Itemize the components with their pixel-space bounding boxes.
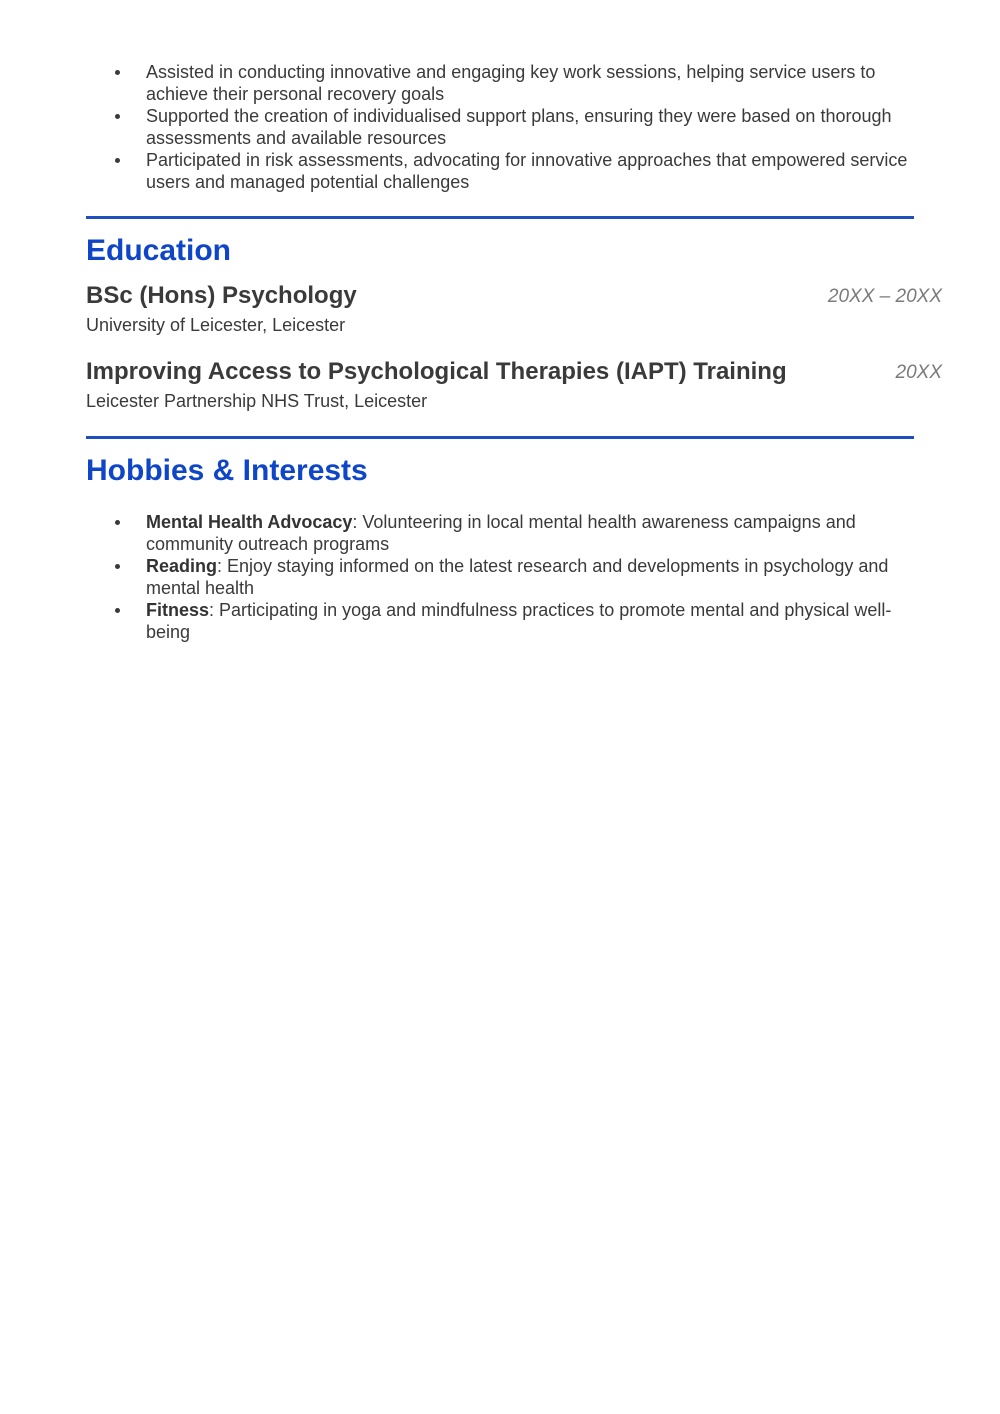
experience-bullet-list [86,61,914,193]
education-dates: 20XX [895,362,942,383]
hobby-text: : Enjoy staying informed on the latest research and developments in psychology and mental health [146,556,889,598]
bullet-dot-icon [115,564,120,569]
list-item [86,599,914,643]
list-item [86,105,914,149]
hobbies-heading: Hobbies & Interests [86,454,368,487]
hobby-text: : Participating in yoga and mindfulness practices to promote mental and physical well-being [146,600,892,642]
experience-bullet-text: Participated in risk assessments, advocating for innovative approaches that empowered service users and managed potential challenges [146,150,908,192]
education-degree: Improving Access to Psychological Therapies (IAPT) Training [86,358,787,385]
education-degree: BSc (Hons) Psychology [86,282,357,309]
section-divider [86,216,914,219]
section-divider [86,436,914,439]
bullet-dot-icon [115,520,120,525]
education-item [86,281,942,337]
experience-bullet-text: Assisted in conducting innovative and engaging key work sessions, helping service users to achieve their personal recovery goals [146,62,876,104]
hobby-label: Mental Health Advocacy [146,512,353,532]
bullet-dot-icon [115,158,120,163]
hobby-label: Fitness [146,600,210,620]
list-item [86,555,914,599]
experience-bullet-text: Supported the creation of individualised support plans, ensuring they were based on thorough assessments and available resources [146,106,892,148]
education-heading: Education [86,234,232,267]
education-dates: 20XX – 20XX [827,286,942,307]
bullet-dot-icon [115,70,120,75]
bullet-dot-icon [115,114,120,119]
hobby-label: Reading [146,556,218,576]
education-school: Leicester Partnership NHS Trust, Leicester [86,391,428,411]
education-school: University of Leicester, Leicester [86,315,346,335]
hobby-text: : Volunteering in local mental health awareness campaigns and community outreach programs [146,512,856,554]
hobbies-bullet-list [86,511,914,643]
bullet-dot-icon [115,608,120,613]
education-item [86,357,942,413]
list-item [86,149,914,193]
list-item [86,511,914,555]
list-item [86,61,914,105]
